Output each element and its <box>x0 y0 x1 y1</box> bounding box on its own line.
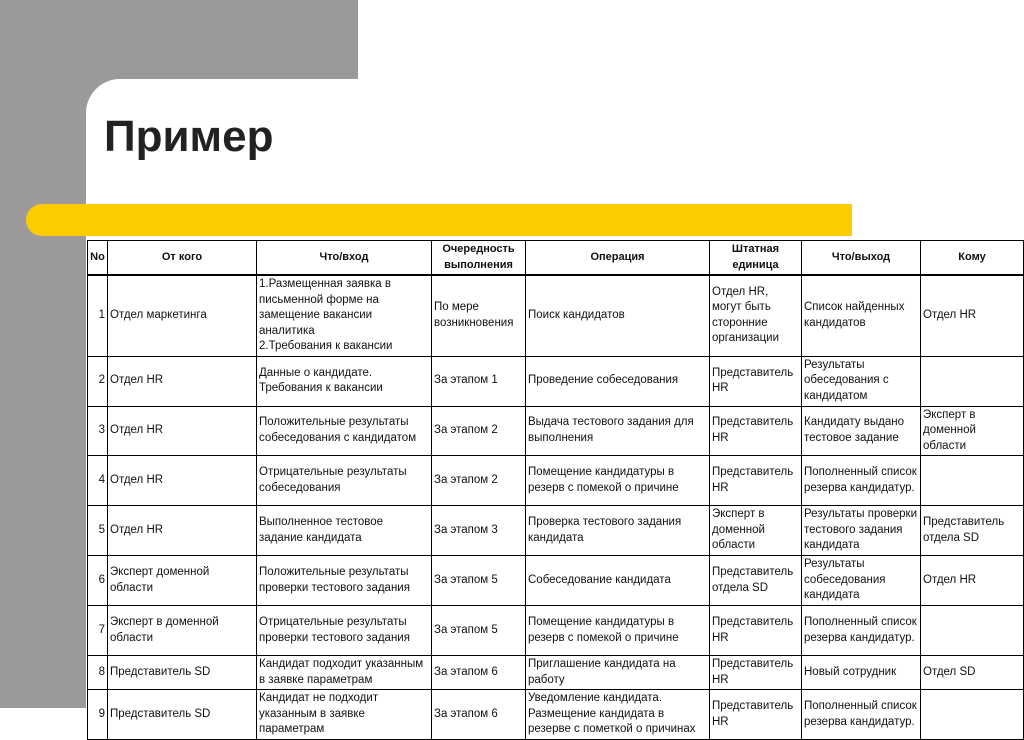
cell-output: Пополненный список резерва кандидатур. <box>802 606 921 656</box>
cell-staff-unit: Представитель отдела SD <box>710 556 802 606</box>
cell-from: Представитель SD <box>108 690 257 740</box>
cell-no: 8 <box>88 656 108 690</box>
cell-staff-unit: Представитель HR <box>710 406 802 456</box>
cell-input: Выполненное тестовое задание кандидата <box>257 506 432 556</box>
cell-order: За этапом 2 <box>432 456 526 506</box>
cell-to: Эксперт в доменной области <box>921 406 1024 456</box>
background-gray-strip <box>0 0 86 708</box>
header-no: No <box>88 241 108 276</box>
cell-staff-unit: Эксперт в доменной области <box>710 506 802 556</box>
cell-input: Отрицательные результаты проверки тестового задания <box>257 606 432 656</box>
process-table <box>87 240 1024 740</box>
cell-operation: Собеседование кандидата <box>526 556 710 606</box>
cell-to: Отдел HR <box>921 556 1024 606</box>
cell-from: Отдел HR <box>108 356 257 406</box>
cell-from: Отдел маркетинга <box>108 275 257 356</box>
cell-no: 9 <box>88 690 108 740</box>
header-input: Что/вход <box>257 241 432 276</box>
table-row <box>88 606 1024 656</box>
table-row <box>88 556 1024 606</box>
cell-no: 5 <box>88 506 108 556</box>
cell-input: Отрицательные результаты собеседования <box>257 456 432 506</box>
cell-staff-unit: Отдел HR, могут быть сторонние организации <box>710 275 802 356</box>
cell-input: Кандидат подходит указанным в заявке параметрам <box>257 656 432 690</box>
table-row <box>88 456 1024 506</box>
cell-no: 2 <box>88 356 108 406</box>
cell-input: 1.Размещенная заявка в письменной форме на замещение вакансии аналитика 2.Требования к вакансии <box>257 275 432 356</box>
cell-staff-unit: Представитель HR <box>710 690 802 740</box>
accent-bar <box>26 204 852 236</box>
cell-output: Пополненный список резерва кандидатур. <box>802 456 921 506</box>
cell-no: 4 <box>88 456 108 506</box>
cell-output: Результаты проверки тестового задания кандидата <box>802 506 921 556</box>
cell-from: Эксперт доменной области <box>108 556 257 606</box>
cell-order: За этапом 6 <box>432 656 526 690</box>
cell-from: Отдел HR <box>108 406 257 456</box>
cell-output: Список найденных кандидатов <box>802 275 921 356</box>
cell-order: За этапом 6 <box>432 690 526 740</box>
cell-output: Новый сотрудник <box>802 656 921 690</box>
slide-title: Пример <box>104 112 274 161</box>
cell-operation: Выдача тестового задания для выполнения <box>526 406 710 456</box>
cell-no: 6 <box>88 556 108 606</box>
cell-operation: Приглашение кандидата на работу <box>526 656 710 690</box>
cell-to <box>921 356 1024 406</box>
cell-staff-unit: Представитель HR <box>710 656 802 690</box>
cell-to: Отдел SD <box>921 656 1024 690</box>
cell-input: Положительные результаты собеседования с кандидатом <box>257 406 432 456</box>
cell-operation: Помещение кандидатуры в резерв с помекой о причине <box>526 606 710 656</box>
table-row <box>88 275 1024 356</box>
header-from: От кого <box>108 241 257 276</box>
table-row <box>88 506 1024 556</box>
cell-no: 3 <box>88 406 108 456</box>
table-row <box>88 356 1024 406</box>
cell-output: Кандидату выдано тестовое задание <box>802 406 921 456</box>
cell-order: За этапом 5 <box>432 606 526 656</box>
cell-order: За этапом 3 <box>432 506 526 556</box>
cell-order: За этапом 5 <box>432 556 526 606</box>
cell-to <box>921 456 1024 506</box>
cell-staff-unit: Представитель HR <box>710 456 802 506</box>
cell-from: Отдел HR <box>108 456 257 506</box>
cell-input: Данные о кандидате. Требования к вакансии <box>257 356 432 406</box>
cell-operation: Уведомление кандидата. Размещение кандидата в резерве с пометкой о причинах <box>526 690 710 740</box>
cell-order: За этапом 1 <box>432 356 526 406</box>
cell-input: Кандидат не подходит указанным в заявке параметрам <box>257 690 432 740</box>
cell-operation: Поиск кандидатов <box>526 275 710 356</box>
cell-from: Эксперт в доменной области <box>108 606 257 656</box>
cell-output: Результаты собеседования кандидата <box>802 556 921 606</box>
table-row <box>88 406 1024 456</box>
header-staff-unit: Штатная единица <box>710 241 802 276</box>
cell-staff-unit: Представитель HR <box>710 356 802 406</box>
cell-staff-unit: Представитель HR <box>710 606 802 656</box>
cell-operation: Проведение собеседования <box>526 356 710 406</box>
cell-from: Представитель SD <box>108 656 257 690</box>
cell-to: Отдел HR <box>921 275 1024 356</box>
cell-order: По мере возникновения <box>432 275 526 356</box>
header-to: Кому <box>921 241 1024 276</box>
cell-operation: Помещение кандидатуры в резерв с помекой о причине <box>526 456 710 506</box>
cell-to: Представитель отдела SD <box>921 506 1024 556</box>
cell-input: Положительные результаты проверки тестового задания <box>257 556 432 606</box>
cell-no: 1 <box>88 275 108 356</box>
cell-no: 7 <box>88 606 108 656</box>
table-header-row <box>88 241 1024 276</box>
table-row <box>88 690 1024 740</box>
cell-to <box>921 606 1024 656</box>
header-output: Что/выход <box>802 241 921 276</box>
process-table-container <box>87 240 1023 736</box>
cell-output: Результаты обеседования с кандидатом <box>802 356 921 406</box>
cell-operation: Проверка тестового задания кандидата <box>526 506 710 556</box>
cell-to <box>921 690 1024 740</box>
cell-from: Отдел HR <box>108 506 257 556</box>
header-operation: Операция <box>526 241 710 276</box>
cell-order: За этапом 2 <box>432 406 526 456</box>
table-row <box>88 656 1024 690</box>
cell-output: Пополненный список резерва кандидатур. <box>802 690 921 740</box>
header-order: Очередность выполнения <box>432 241 526 276</box>
